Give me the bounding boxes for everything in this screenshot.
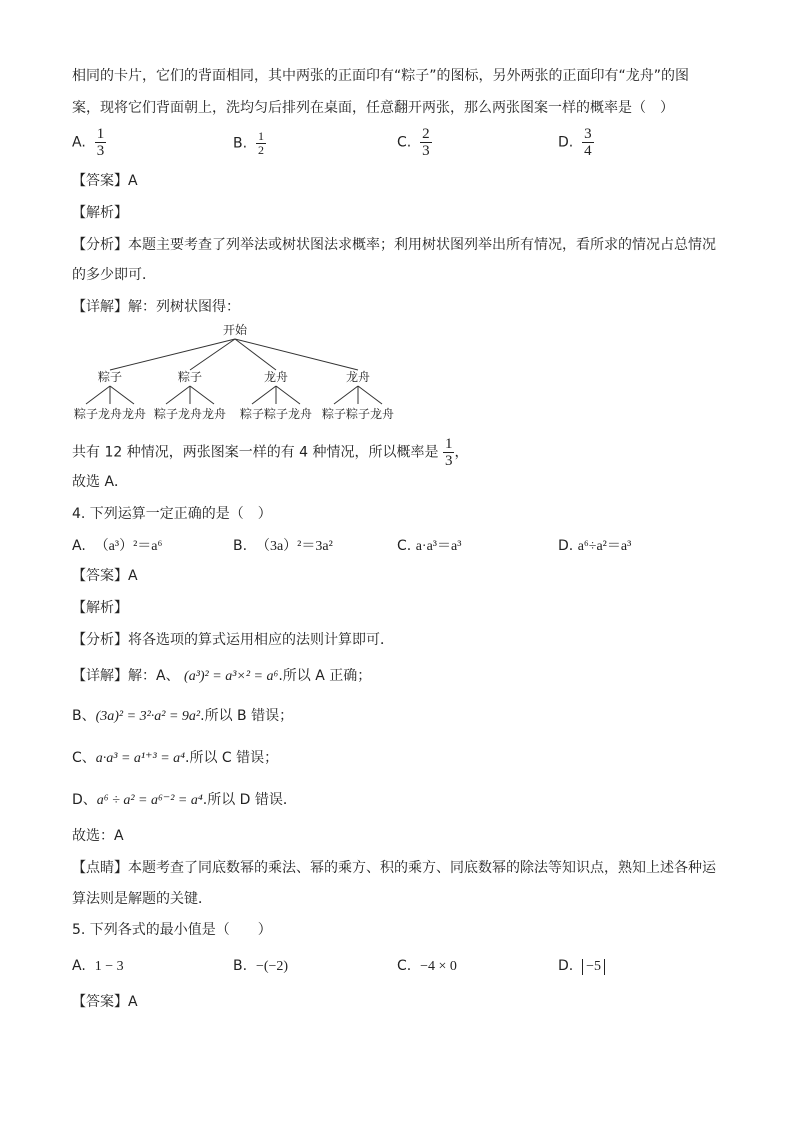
q3-guxuan: 故选 A．	[72, 474, 129, 490]
q4-xiangjie: 【详解】解：A、 (a³)² = a³×² = a⁶.所以 A 正确；	[72, 668, 372, 684]
q3-option-a: A. $\frac{1}{3}$	[72, 126, 105, 159]
tree-edge	[86, 386, 110, 404]
absolute-value: −5	[582, 959, 605, 975]
q5-option-d: D. −5	[558, 956, 605, 976]
q4-dianjing-line1: 【点睛】本题考查了同底数幂的乘法、幂的乘方、积的乘方、同底数幂的除法等知识点，熟知上述各种运	[72, 860, 716, 876]
math-step-b: (3a)² = 3²·a² = 9a²	[95, 709, 201, 724]
tree-edge	[334, 386, 358, 404]
q3-fenxi-line2: 的多少即可．	[72, 267, 156, 283]
tree-edge	[166, 386, 190, 404]
tree-edge	[358, 386, 382, 404]
tree-leaves: 粽子龙舟龙舟	[73, 407, 147, 421]
q4-step-c: C、a·a³ = a¹⁺³ = a⁴.所以 C 错误；	[72, 750, 279, 766]
q4-dianjing-line2: 算法则是解题的关键．	[72, 891, 212, 907]
tree-diagram	[66, 318, 406, 424]
q4-option-c: C. a·a³＝a³	[397, 538, 462, 554]
tree-edge	[252, 386, 276, 404]
math-step-c: a·a³ = a¹⁺³ = a⁴	[95, 751, 186, 766]
q3-xiangjie: 【详解】解：列树状图得：	[72, 299, 240, 315]
q5-option-b: B. −(−2)	[233, 958, 289, 974]
q4-option-a: A. （a³）²＝a⁶	[72, 538, 163, 554]
q3-option-b: B. $\frac{1}{2}$	[233, 129, 264, 157]
tree-node-l1: 粽子	[97, 370, 123, 384]
q4-option-b: B. （3a）²＝3a²	[233, 538, 333, 554]
q3-stem-line1: 相同的卡片，它们的背面相同，其中两张的正面印有“粽子”的图标，另外两张的正面印有“龙舟”的图	[72, 68, 690, 84]
q4-option-d: D. a⁶÷a²＝a³	[558, 538, 632, 554]
q3-option-c: C. $\frac{2}{3}$	[397, 126, 430, 159]
q5-option-a: A. 1 − 3	[72, 958, 124, 974]
tree-edge	[190, 386, 214, 404]
q3-answer: 【答案】A	[72, 173, 138, 189]
q3-conclusion: 共有 12 种情况，两张图案一样的有 4 种情况，所以概率是 $\frac{1}{3}$ ，	[72, 436, 469, 469]
q3-option-d: D. $\frac{3}{4}$	[558, 126, 592, 159]
fraction: $\frac{3}{4}$	[584, 126, 592, 159]
q4-fenxi: 【分析】将各选项的算式运用相应的法则计算即可．	[72, 632, 394, 648]
tree-leaves: 粽子粽子龙舟	[321, 407, 395, 421]
q5-stem: 5. 下列各式的最小值是（ ）	[72, 922, 272, 938]
q3-jiexi: 【解析】	[72, 205, 128, 221]
math-step-d: a⁶ ÷ a² = a⁶⁻² = a⁴	[96, 793, 203, 808]
q4-step-d: D、a⁶ ÷ a² = a⁶⁻² = a⁴.所以 D 错误．	[72, 792, 297, 808]
tree-root: 开始	[222, 323, 248, 337]
fraction: $\frac{2}{3}$	[422, 126, 430, 159]
tree-node-l1: 龙舟	[345, 370, 371, 384]
tree-edge	[190, 339, 235, 370]
q3-stem-line2: 案，现将它们背面朝上，洗均匀后排列在桌面，任意翻开两张，那么两张图案一样的概率是（ ）	[72, 100, 674, 116]
fraction: $\frac{1}{3}$	[96, 126, 105, 159]
q3-fenxi-line1: 【分析】本题主要考查了列举法或树状图法求概率；利用树状图列举出所有情况，看所求的情况占总情况	[72, 237, 716, 253]
math-step-a: (a³)² = a³×² = a⁶	[184, 669, 279, 684]
tree-leaves: 粽子龙舟龙舟	[153, 407, 227, 421]
tree-edge	[276, 386, 300, 404]
fraction: $\frac{1}{3}$	[444, 436, 453, 469]
q4-jiexi: 【解析】	[72, 600, 128, 616]
tree-edge	[235, 339, 276, 370]
tree-edge	[110, 339, 235, 370]
q4-answer: 【答案】A	[72, 568, 138, 584]
q5-answer: 【答案】A	[72, 994, 138, 1010]
tree-leaves: 粽子粽子龙舟	[239, 407, 313, 421]
q5-option-c: C. −4 × 0	[397, 958, 457, 974]
tree-edge	[235, 339, 358, 370]
q4-stem: 4. 下列运算一定正确的是（ ）	[72, 506, 272, 522]
tree-node-l1: 龙舟	[263, 370, 289, 384]
tree-edge	[110, 386, 134, 404]
q4-guxuan: 故选：A	[72, 828, 124, 844]
q4-step-b: B、(3a)² = 3²·a² = 9a².所以 B 错误；	[72, 708, 294, 724]
tree-node-l1: 粽子	[177, 370, 203, 384]
fraction: $\frac{1}{2}$	[257, 129, 264, 157]
